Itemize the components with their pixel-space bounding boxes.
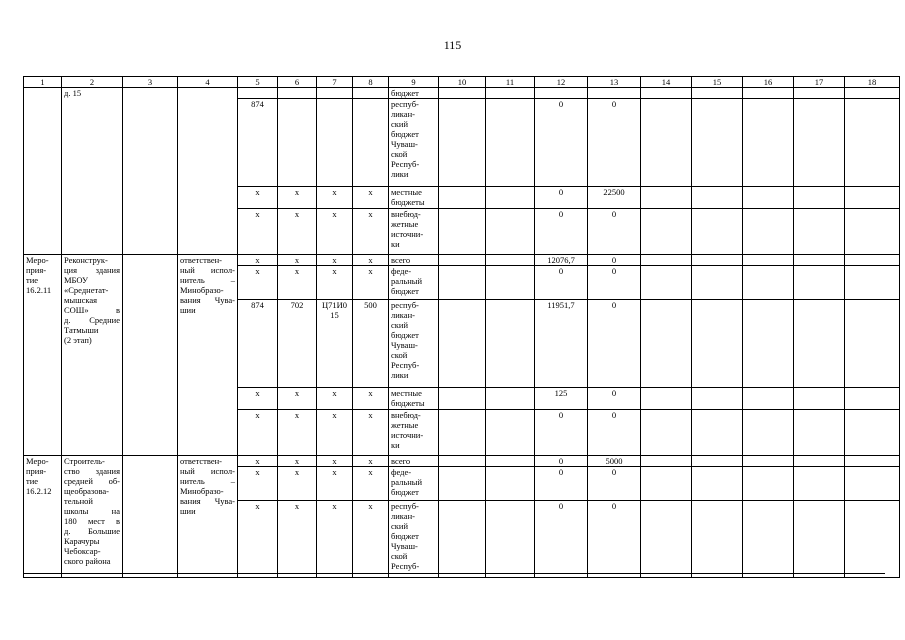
text-line: щеобразова-: [64, 486, 109, 496]
m1-c11: [486, 410, 535, 456]
cont-c6: [278, 88, 317, 99]
m1-c8: x: [353, 410, 389, 456]
text-line: ный испол-: [180, 466, 235, 476]
text-line: СОШ» в: [64, 305, 120, 315]
text-line: «Среднетат-: [64, 285, 109, 295]
cont-c12: [535, 88, 588, 99]
cont-c8: x: [353, 209, 389, 255]
m1-c7: x: [317, 388, 353, 410]
m2-c10: [439, 467, 486, 501]
funding-line: ки: [391, 239, 400, 249]
header-cell-2: 2: [62, 77, 123, 88]
funding-line: бюджет: [391, 487, 419, 497]
m1-c15: [692, 255, 743, 266]
funding-line: Респуб-: [391, 360, 420, 370]
m2-c8: x: [353, 456, 389, 467]
m2-c10: [439, 456, 486, 467]
m2-c15: [692, 456, 743, 467]
m2-c11: [486, 456, 535, 467]
funding-line: Чуваш-: [391, 541, 418, 551]
cont-c12: 0: [535, 187, 588, 209]
cont-funding-source: [389, 88, 439, 99]
text-line: Карачуры: [64, 536, 100, 546]
text-line: (2 этап): [64, 335, 92, 345]
cont-c6: x: [278, 187, 317, 209]
funding-line: лики: [391, 169, 409, 179]
header-cell-16: 16: [743, 77, 794, 88]
text-line: тие: [26, 275, 39, 285]
page-number: 115: [443, 38, 462, 52]
funding-line: местные: [391, 187, 422, 197]
header-cell-7: 7: [317, 77, 353, 88]
cont-c5: x: [238, 187, 278, 209]
text-line: нитель –: [180, 476, 235, 486]
funding-line: ский: [391, 521, 408, 531]
m1-c7: Ц71И0 15: [317, 300, 353, 388]
funding-line: источни-: [391, 229, 424, 239]
m1-c17: [794, 300, 845, 388]
text-line: Строитель-: [64, 456, 105, 466]
m2-c7: x: [317, 456, 353, 467]
cont-c8: x: [353, 187, 389, 209]
cont-c16: [743, 209, 794, 255]
m2-c17: [794, 467, 845, 501]
m1-c14: [641, 266, 692, 300]
cont-c13: 0: [588, 209, 641, 255]
header-cell-9: 9: [389, 77, 439, 88]
cont-c17: [794, 99, 845, 187]
text-line: Меро-: [26, 456, 49, 466]
cont-c11: [486, 187, 535, 209]
m1-c11: [486, 255, 535, 266]
header-cell-18: 18: [845, 77, 900, 88]
m2-c7: x: [317, 501, 353, 578]
cont-c18: [845, 88, 900, 99]
cont-row: [24, 88, 900, 99]
m1-c8: x: [353, 266, 389, 300]
header-cell-6: 6: [278, 77, 317, 88]
funding-line: бюджет: [391, 531, 419, 541]
funding-line: ральный: [391, 276, 423, 286]
m1-c13: 0: [588, 255, 641, 266]
m1-c8: x: [353, 255, 389, 266]
m2-c14: [641, 467, 692, 501]
text-line: мышская: [64, 295, 98, 305]
funding-line: ский: [391, 119, 408, 129]
m1-c18: [845, 410, 900, 456]
funding-line: внебюд-: [391, 410, 421, 420]
text-line: Минобразо-: [180, 285, 224, 295]
text-line: тельной: [64, 496, 93, 506]
m1-c15: [692, 388, 743, 410]
m1-c18: [845, 388, 900, 410]
cont-col3: [123, 88, 178, 255]
text-line: ство здания: [64, 466, 120, 476]
m1-c11: [486, 388, 535, 410]
m2-executor: [178, 456, 238, 578]
cont-c8: [353, 99, 389, 187]
text-line: ный испол-: [180, 265, 235, 275]
m1-c6: x: [278, 255, 317, 266]
m1-c17: [794, 266, 845, 300]
text-line: шии: [180, 506, 196, 516]
cont-c18: [845, 99, 900, 187]
funding-line: источни-: [391, 430, 424, 440]
m1-c11: [486, 300, 535, 388]
m1-c5: x: [238, 255, 278, 266]
cont-c13: 0: [588, 99, 641, 187]
text-line: прия-: [26, 265, 47, 275]
header-cell-10: 10: [439, 77, 486, 88]
cont-executor: [178, 88, 238, 255]
m2-c12: 0: [535, 467, 588, 501]
header-cell-15: 15: [692, 77, 743, 88]
cont-c8: [353, 88, 389, 99]
cont-c13: 22500: [588, 187, 641, 209]
cont-c11: [486, 88, 535, 99]
text-line: Татмыши: [64, 325, 99, 335]
m2-c6: x: [278, 456, 317, 467]
cont-c11: [486, 99, 535, 187]
m2-c13: 0: [588, 467, 641, 501]
funding-line: феде-: [391, 467, 412, 477]
funding-line: респуб-: [391, 99, 419, 109]
m1-funding-source: [389, 266, 439, 300]
m1-c14: [641, 255, 692, 266]
m2-c11: [486, 467, 535, 501]
m1-c10: [439, 255, 486, 266]
m1-c13: 0: [588, 388, 641, 410]
cont-c6: [278, 99, 317, 187]
funding-line: бюджет: [391, 286, 419, 296]
m1-funding-source: [389, 410, 439, 456]
text-line: вания Чува-: [180, 496, 235, 506]
m2-c11: [486, 501, 535, 578]
text-line: 16.2.12: [26, 486, 52, 496]
funding-line: Респуб-: [391, 561, 420, 571]
m2-c16: [743, 456, 794, 467]
text-line: школы на: [64, 506, 120, 516]
header-cell-11: 11: [486, 77, 535, 88]
cont-c15: [692, 99, 743, 187]
m2-c14: [641, 456, 692, 467]
m2-row: [24, 456, 900, 467]
cont-c10: [439, 187, 486, 209]
m2-funding-source: [389, 456, 439, 467]
m1-funding-source: [389, 255, 439, 266]
cont-c17: [794, 88, 845, 99]
header-cell-5: 5: [238, 77, 278, 88]
text-line: прия-: [26, 466, 47, 476]
m2-c15: [692, 501, 743, 578]
m1-c12: 0: [535, 266, 588, 300]
text-line: МБОУ: [64, 275, 89, 285]
m1-c16: [743, 410, 794, 456]
m1-c13: 0: [588, 266, 641, 300]
text-line: ского района: [64, 556, 111, 566]
cont-c14: [641, 209, 692, 255]
text-line: ция здания: [64, 265, 120, 275]
text-line: д. Средние: [64, 315, 120, 325]
funding-line: Респуб-: [391, 159, 420, 169]
m1-c8: x: [353, 388, 389, 410]
text-line: вания Чува-: [180, 295, 235, 305]
cont-c12: 0: [535, 209, 588, 255]
header-cell-12: 12: [535, 77, 588, 88]
text-line: Меро-: [26, 255, 49, 265]
header-cell-17: 17: [794, 77, 845, 88]
m1-c11: [486, 266, 535, 300]
text-line: 180 мест в: [64, 516, 120, 526]
cont-funding-source: [389, 209, 439, 255]
funding-line: жетные: [391, 219, 419, 229]
cont-c17: [794, 187, 845, 209]
m2-c8: x: [353, 501, 389, 578]
text-line: Чебоксар-: [64, 546, 101, 556]
text-line: Реконструк-: [64, 255, 108, 265]
funding-line: Чуваш-: [391, 340, 418, 350]
m1-c15: [692, 410, 743, 456]
m1-col3: [123, 255, 178, 456]
m2-c16: [743, 467, 794, 501]
funding-line: всего: [391, 456, 411, 466]
m2-c15: [692, 467, 743, 501]
m1-c10: [439, 410, 486, 456]
m1-c16: [743, 266, 794, 300]
header-row: [24, 77, 900, 88]
cont-c11: [486, 209, 535, 255]
cont-funding-source: [389, 187, 439, 209]
header-cell-14: 14: [641, 77, 692, 88]
header-cell-4: 4: [178, 77, 238, 88]
m2-col3: [123, 456, 178, 578]
funding-line: ликан-: [391, 109, 415, 119]
cont-measure-label: [24, 88, 62, 255]
funding-line: бюджет: [391, 88, 419, 98]
m1-c6: x: [278, 266, 317, 300]
table-body: [24, 77, 900, 578]
text-line: тие: [26, 476, 39, 486]
header-cell-8: 8: [353, 77, 389, 88]
text-line: Минобразо-: [180, 486, 224, 496]
cont-c15: [692, 88, 743, 99]
text-line: д. Большие: [64, 526, 120, 536]
cont-c10: [439, 99, 486, 187]
funding-line: бюджет: [391, 129, 419, 139]
m2-c12: 0: [535, 456, 588, 467]
m2-c16: [743, 501, 794, 578]
cont-c6: x: [278, 209, 317, 255]
m1-c17: [794, 410, 845, 456]
m2-c5: x: [238, 467, 278, 501]
m1-c6: x: [278, 388, 317, 410]
m2-funding-source: [389, 501, 439, 578]
m1-c13: 0: [588, 300, 641, 388]
cont-c7: [317, 88, 353, 99]
funding-line: Чуваш-: [391, 139, 418, 149]
m2-c13: 5000: [588, 456, 641, 467]
funding-line: бюджет: [391, 330, 419, 340]
cont-c17: [794, 209, 845, 255]
m1-row: [24, 255, 900, 266]
m2-measure-name: [62, 456, 123, 578]
header-cell-3: 3: [123, 77, 178, 88]
m1-c5: x: [238, 266, 278, 300]
m1-c7: x: [317, 255, 353, 266]
m1-c16: [743, 255, 794, 266]
cont-funding-source: [389, 99, 439, 187]
cont-c5: 874: [238, 99, 278, 187]
m1-c5: 874: [238, 300, 278, 388]
funding-line: всего: [391, 255, 411, 265]
m1-c14: [641, 388, 692, 410]
m2-c14: [641, 501, 692, 578]
funding-line: жетные: [391, 420, 419, 430]
m1-c8: 500: [353, 300, 389, 388]
m1-measure-name: [62, 255, 123, 456]
m1-c5: x: [238, 388, 278, 410]
m2-c5: x: [238, 456, 278, 467]
m1-c6: 702: [278, 300, 317, 388]
funding-line: ки: [391, 440, 400, 450]
m2-funding-source: [389, 467, 439, 501]
funding-line: ской: [391, 350, 408, 360]
m1-c14: [641, 300, 692, 388]
text-line: средней об-: [64, 476, 120, 486]
cont-c7: x: [317, 209, 353, 255]
funding-line: местные: [391, 388, 422, 398]
m2-c18: [845, 456, 900, 467]
funding-line: ский: [391, 320, 408, 330]
cont-c15: [692, 209, 743, 255]
header-cell-13: 13: [588, 77, 641, 88]
m1-c10: [439, 388, 486, 410]
m1-measure-label: [24, 255, 62, 456]
cont-c5: [238, 88, 278, 99]
cont-c7: x: [317, 187, 353, 209]
m2-c7: x: [317, 467, 353, 501]
cont-measure-name: д. 15: [62, 88, 123, 255]
header-cell-1: 1: [24, 77, 62, 88]
m1-c6: x: [278, 410, 317, 456]
m2-c5: x: [238, 501, 278, 578]
m1-c13: 0: [588, 410, 641, 456]
m2-measure-label: [24, 456, 62, 578]
cont-c16: [743, 88, 794, 99]
m1-c7: x: [317, 410, 353, 456]
funding-line: внебюд-: [391, 209, 421, 219]
m1-c18: [845, 266, 900, 300]
funding-line: ральный: [391, 477, 423, 487]
m1-executor: [178, 255, 238, 456]
text-line: ответствен-: [180, 255, 223, 265]
funding-line: респуб-: [391, 300, 419, 310]
cont-c14: [641, 99, 692, 187]
cont-c10: [439, 88, 486, 99]
m1-funding-source: [389, 300, 439, 388]
m2-c10: [439, 501, 486, 578]
m1-c10: [439, 300, 486, 388]
cont-c16: [743, 187, 794, 209]
m2-c17: [794, 456, 845, 467]
cont-c7: [317, 99, 353, 187]
m1-c15: [692, 266, 743, 300]
m2-c17: [794, 501, 845, 578]
funding-line: феде-: [391, 266, 412, 276]
cont-c16: [743, 99, 794, 187]
m1-c5: x: [238, 410, 278, 456]
funding-line: бюджеты: [391, 197, 425, 207]
funding-line: респуб-: [391, 501, 419, 511]
m2-c6: x: [278, 467, 317, 501]
m1-c10: [439, 266, 486, 300]
text-line: нитель –: [180, 275, 235, 285]
m1-funding-source: [389, 388, 439, 410]
m1-c12: 125: [535, 388, 588, 410]
m2-c18: [845, 501, 900, 578]
funding-line: лики: [391, 370, 409, 380]
cont-c12: 0: [535, 99, 588, 187]
cont-c14: [641, 187, 692, 209]
m1-c7: x: [317, 266, 353, 300]
cont-c14: [641, 88, 692, 99]
cont-c18: [845, 209, 900, 255]
m2-c6: x: [278, 501, 317, 578]
text-line: 16.2.11: [26, 285, 52, 295]
funding-line: ской: [391, 551, 408, 561]
budget-table: [23, 76, 900, 578]
m1-c17: [794, 255, 845, 266]
m1-c12: 11951,7: [535, 300, 588, 388]
m1-c16: [743, 388, 794, 410]
m1-c14: [641, 410, 692, 456]
funding-line: ликан-: [391, 310, 415, 320]
cont-c13: [588, 88, 641, 99]
funding-line: ликан-: [391, 511, 415, 521]
cont-c5: x: [238, 209, 278, 255]
cont-c18: [845, 187, 900, 209]
m1-c16: [743, 300, 794, 388]
m1-c18: [845, 255, 900, 266]
funding-line: ской: [391, 149, 408, 159]
m1-c15: [692, 300, 743, 388]
text-line: шии: [180, 305, 196, 315]
m2-c18: [845, 467, 900, 501]
m2-c8: x: [353, 467, 389, 501]
m1-c12: 12076,7: [535, 255, 588, 266]
m1-c18: [845, 300, 900, 388]
table-bottom-border: [23, 573, 885, 574]
m1-c12: 0: [535, 410, 588, 456]
cont-c10: [439, 209, 486, 255]
funding-line: бюджеты: [391, 398, 425, 408]
m1-c17: [794, 388, 845, 410]
cont-c15: [692, 187, 743, 209]
m2-c13: 0: [588, 501, 641, 578]
text-line: ответствен-: [180, 456, 223, 466]
m2-c12: 0: [535, 501, 588, 578]
